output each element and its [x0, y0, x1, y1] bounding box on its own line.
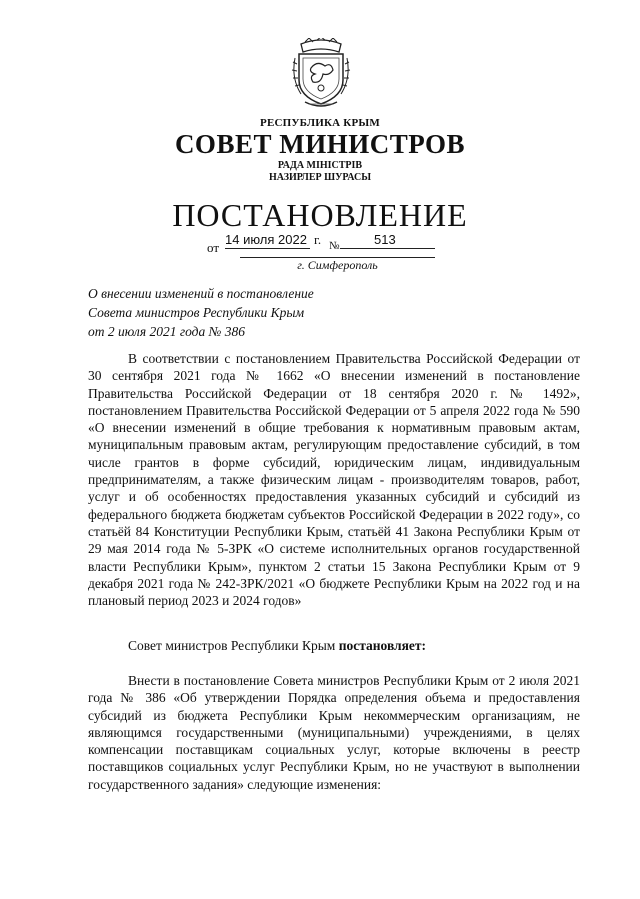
preamble-paragraph: В соответствии с постановлением Правительства Российской Федерации от 30 сентября 2021 года № 1662 «О внесении изменений в постановление Правительства Российской Федерации от 18 сентября 2020 г. № 1492», постановлением Правительства Российской Федерации от 5 апреля 2022 года № 590 «О внесении изменений в общие требования к нормативным правовым актам, муниципальным правовым актам, регулирующим предоставление субсидий, в том числе грантов в форме субсидий, юридическим лицам, индивидуальным предпринимателям, а также физическим лицам - производителям товаров, работ, услуг и об особенностях предоставления указанных субсидий и субсидий из федерального бюджета бюджетам субъектов Российской Федерации в 2022 году», со статьёй 84 Конституции Республики Крым, статьёй 41 Закона Республики Крым от 29 мая 2014 года № 5-ЗРК «О системе исполнительных органов государственной власти Республики Крым», пунктом 2 статьи 15 Закона Республики Крым от 9 декабря 2021 года № 242-ЗРК/2021 «О бюджете Республики Крым на 2022 год и на плановый период 2023 и 2024 годов»	[88, 351, 580, 609]
subject-line: от 2 июля 2021 года № 386	[88, 324, 245, 339]
subject-line: Совета министров Республики Крым	[88, 305, 305, 320]
council-title-crimean-tatar: НАЗИРЛЕР ШУРАСЫ	[268, 172, 372, 183]
amendment-paragraph: Внести в постановление Совета министров Республики Крым от 2 июля 2021 года № 386 «Об утверждении Порядка определения объема и предоставления субсидий из бюджета Республики Крым некоммерческим организациям, не являющимся государственными (муниципальными) учреждениями, в целях компенсации поставщикам социальных услуг, которые включены в реестр поставщиков социальных услуг Республики Крым, но не участвуют в выполнении государственного задания» следующие изменения:	[88, 673, 580, 792]
resolution-text: Совет министров Республики Крым	[128, 638, 339, 653]
number-underline	[340, 248, 435, 249]
document-date-number-line	[207, 232, 437, 255]
document-city: г. Симферополь	[240, 257, 435, 273]
document-number: 513	[374, 232, 396, 247]
document-type-title: ПОСТАНОВЛЕНИЕ	[172, 197, 468, 233]
document-date: 14 июля 2022	[225, 232, 307, 247]
date-underline	[225, 248, 310, 249]
year-suffix: г.	[314, 232, 322, 247]
date-prefix: от	[207, 240, 220, 255]
council-title-ukrainian: РАДА МІНІСТРІВ	[277, 160, 363, 171]
republic-name: РЕСПУБЛИКА КРЫМ	[260, 117, 380, 129]
document-subject	[88, 284, 388, 341]
resolution-paragraph	[88, 637, 580, 654]
subject-line: О внесении изменений в постановление	[88, 286, 314, 301]
number-sign: №	[329, 240, 340, 252]
council-title: СОВЕТ МИНИСТРОВ	[174, 129, 466, 159]
crimea-coat-of-arms-emblem	[291, 38, 351, 110]
resolution-keyword: постановляет:	[338, 638, 427, 653]
